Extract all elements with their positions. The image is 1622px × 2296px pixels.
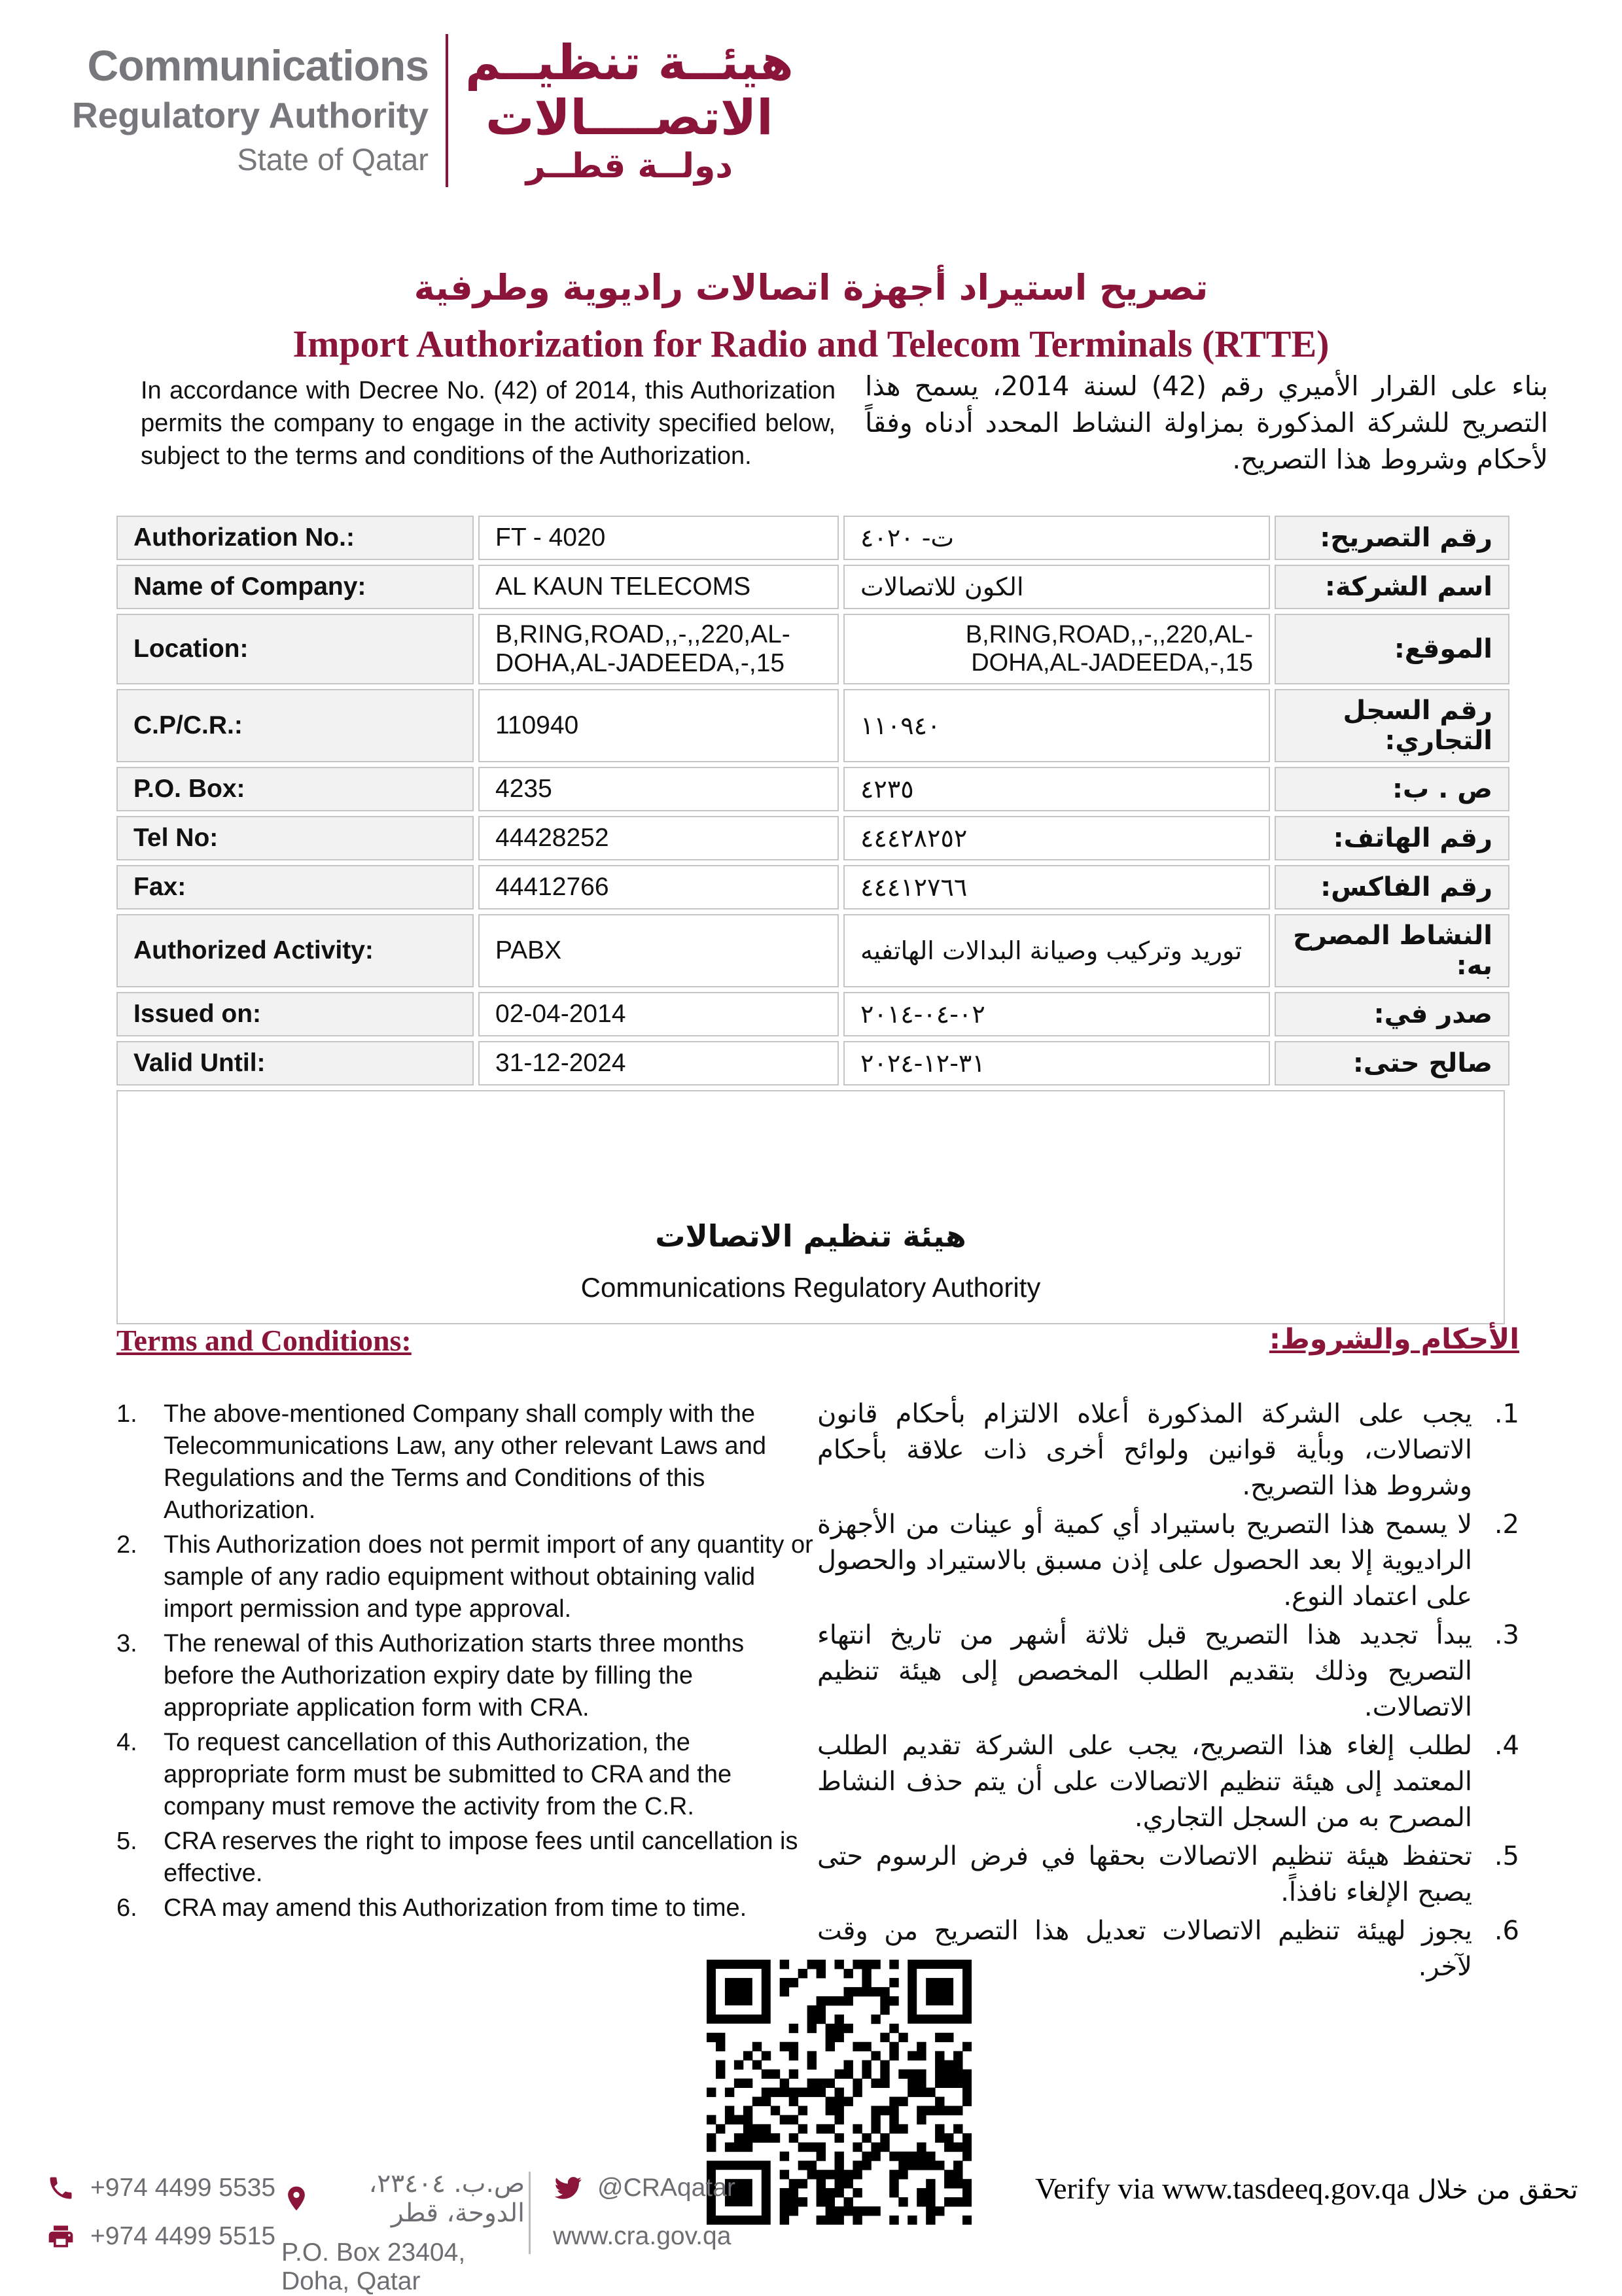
phone-icon [46,2173,76,2203]
footer-divider [529,2172,531,2254]
label-ar: اسم الشركة: [1275,565,1509,609]
logo-communications: Communications [87,41,429,90]
label-ar: ص . ب: [1275,767,1509,811]
cra-logo [72,34,794,187]
verify-line [1035,2171,1611,2206]
value-ar: ٣١-١٢-٢٠٢٤ [843,1041,1270,1086]
label-en: Authorized Activity: [116,914,474,987]
footer-contact-bar [46,2169,735,2296]
intro-paragraph-arabic: بناء على القرار الأميري رقم (42) لسنة 2014، يسمح هذا التصريح للشركة المذكورة بمزاولة النشاط المحدد أدناه وفقاً لأحكام وشروط هذا التصريح. [865,370,1548,475]
label-en: Fax: [116,865,474,910]
twitter-handle[interactable]: @CRAqatar [597,2174,735,2202]
value-ar: B,RING,ROAD,,-,,220,AL-DOHA,AL-JADEEDA,-,15 [843,614,1270,684]
label-en: Name of Company: [116,565,474,609]
label-ar: الموقع: [1275,614,1509,684]
phone-number: +974 4499 5535 [90,2174,276,2202]
value-en: AL KAUN TELECOMS [478,565,839,609]
logo-arabic-line2: الاتصــــالات [485,90,773,146]
term-item: 2. This Authorization does not permit import of any quantity or sample of any radio equipment without obtaining valid import permission and type approval. [116,1531,813,1623]
value-en: B,RING,ROAD,,-,,220,AL-DOHA,AL-JADEEDA,-,15 [478,614,839,684]
value-ar: ١١٠٩٤٠ [843,689,1270,762]
website-row [553,2217,735,2255]
authority-stamp-box [116,1090,1505,1324]
value-en: 4235 [478,767,839,811]
label-ar: رقم السجل التجاري: [1275,689,1509,762]
logo-state-of-qatar: State of Qatar [237,142,429,177]
fax-row [46,2217,281,2255]
document-title-english: Import Authorization for Radio and Telecom Terminals (RTTE) [292,323,1330,365]
terms-section [116,1323,1519,1988]
document-title-arabic: تصريح استيراد أجهزة اتصالات راديوية وطرفية [414,267,1208,308]
logo-arabic-line3: دولــة قطــر [525,147,733,186]
term-item: 6. CRA may amend this Authorization from time to time. [116,1894,747,1922]
po-box-english: P.O. Box 23404, Doha, Qatar [281,2238,466,2295]
fax-number: +974 4499 5515 [90,2222,276,2250]
term-item: 3. يبدأ تجديد هذا التصريح قبل ثلاثة أشهر من تاريخ انتهاء التصريح وذلك بتقديم الطلب المخصص إلى هيئة تنظيم الاتصالات. [817,1620,1519,1722]
qr-code [707,1960,972,2225]
fax-icon [46,2221,76,2252]
terms-heading-english: Terms and Conditions: [116,1324,412,1357]
cra-logo-english [72,34,429,187]
term-item: 5. تحتفظ هيئة تنظيم الاتصالات بحقها في فرض الرسوم حتى يصبح الإلغاء نافذاً. [817,1841,1519,1907]
label-en: Tel No: [116,816,474,860]
label-ar: النشاط المصرح به: [1275,914,1509,987]
value-ar: الكون للاتصالات [843,565,1270,609]
intro-paragraph-english: In accordance with Decree No. (42) of 2014, this Authorization permits the company to engage in the activity specified below, subject to the terms and conditions of the Authorization. [141,377,836,470]
value-ar: ٠٢-٠٤-٢٠١٤ [843,992,1270,1036]
term-item: 3. The renewal of this Authorization starts three months before the Authorization expiry date by filling the appropriate application form with CRA. [116,1630,745,1722]
website-url[interactable]: www.cra.gov.qa [553,2222,732,2250]
label-en: Issued on: [116,992,474,1036]
label-en: Location: [116,614,474,684]
authorization-details-table [116,516,1505,1324]
value-en: 44428252 [478,816,839,860]
value-en: 02-04-2014 [478,992,839,1036]
twitter-icon [553,2173,583,2203]
label-ar: صدر في: [1275,992,1509,1036]
value-en: FT - 4020 [478,516,839,560]
terms-english [116,1323,817,1988]
value-en: 31-12-2024 [478,1041,839,1086]
phone-row [46,2169,281,2207]
logo-regulatory-authority: Regulatory Authority [72,95,429,135]
location-pin-icon [281,2183,311,2214]
term-item: 2. لا يسمح هذا التصريح باستيراد أي كمية أو عينات من الأجهزة الراديوية إلا بعد الحصول على إذن مسبق بالاستيراد والحصول على اعتماد النوع. [817,1510,1519,1612]
qr-code-graphic [707,1960,972,2225]
value-ar: ت- ٤٠٢٠ [843,516,1270,560]
footer-phone-column [46,2169,281,2255]
twitter-row [553,2169,735,2207]
value-ar: ٤٢٣٥ [843,767,1270,811]
value-en: 44412766 [478,865,839,910]
term-item: 5. CRA reserves the right to impose fees until cancellation is effective. [116,1828,798,1887]
label-ar: صالح حتى: [1275,1041,1509,1086]
label-ar: رقم الفاكس: [1275,865,1509,910]
authority-name-english: Communications Regulatory Authority [580,1272,1041,1303]
label-ar: رقم الهاتف: [1275,816,1509,860]
label-en: Valid Until: [116,1041,474,1086]
value-ar: توريد وتركيب وصيانة البدالات الهاتفيه [843,914,1270,987]
term-item: 1. يجب على الشركة المذكورة أعلاه الالتزام بأحكام قانون الاتصالات، وبأية قوانين ولوائح أخرى ذات علاقة بأحكام وشروط هذا التصريح. [817,1399,1519,1501]
value-ar: ٤٤٤٢٨٢٥٢ [843,816,1270,860]
label-en: Authorization No.: [116,516,474,560]
term-item: 4. To request cancellation of this Authorization, the appropriate form must be submitted to CRA and the company must remove the activity from the C.R. [116,1729,732,1820]
po-box-arabic: ص.ب. ٢٣٤٠٤، الدوحة، قطر [368,2169,525,2228]
verify-text-english[interactable]: Verify via www.tasdeeq.gov.qa [1035,2172,1410,2205]
term-item: 6. يجوز لهيئة تنظيم الاتصالات تعديل هذا التصريح من وقت لآخر. [817,1916,1519,1982]
footer-address-column [281,2169,525,2296]
address-english-row [281,2238,525,2296]
verify-text-arabic: تحقق من خلال [1417,2175,1578,2205]
value-ar: ٤٤٤١٢٧٦٦ [843,865,1270,910]
label-ar: رقم التصريح: [1275,516,1509,560]
cra-logo-arabic [465,34,794,187]
authority-name-arabic: هيئة تنظيم الاتصالات [655,1218,966,1254]
address-arabic-row [281,2169,525,2228]
value-en: PABX [478,914,839,987]
terms-arabic [817,1323,1519,1988]
value-en: 110940 [478,689,839,762]
label-en: C.P/C.R.: [116,689,474,762]
footer-web-column [553,2169,735,2255]
logo-arabic-line1: هيئــة تنظيــم [465,35,794,91]
terms-heading-arabic: الأحكام والشروط: [1269,1323,1519,1356]
term-item: 1. The above-mentioned Company shall comply with the Telecommunications Law, any other relevant Laws and Regulations and the Terms and Conditions of this Authorization. [116,1400,766,1524]
term-item: 4. لطلب إلغاء هذا التصريح، يجب على الشركة تقديم الطلب المعتمد إلى هيئة تنظيم الاتصالات على أن يتم حذف النشاط المصرح به من السجل التجاري. [817,1731,1519,1833]
label-en: P.O. Box: [116,767,474,811]
logo-divider [446,34,448,187]
